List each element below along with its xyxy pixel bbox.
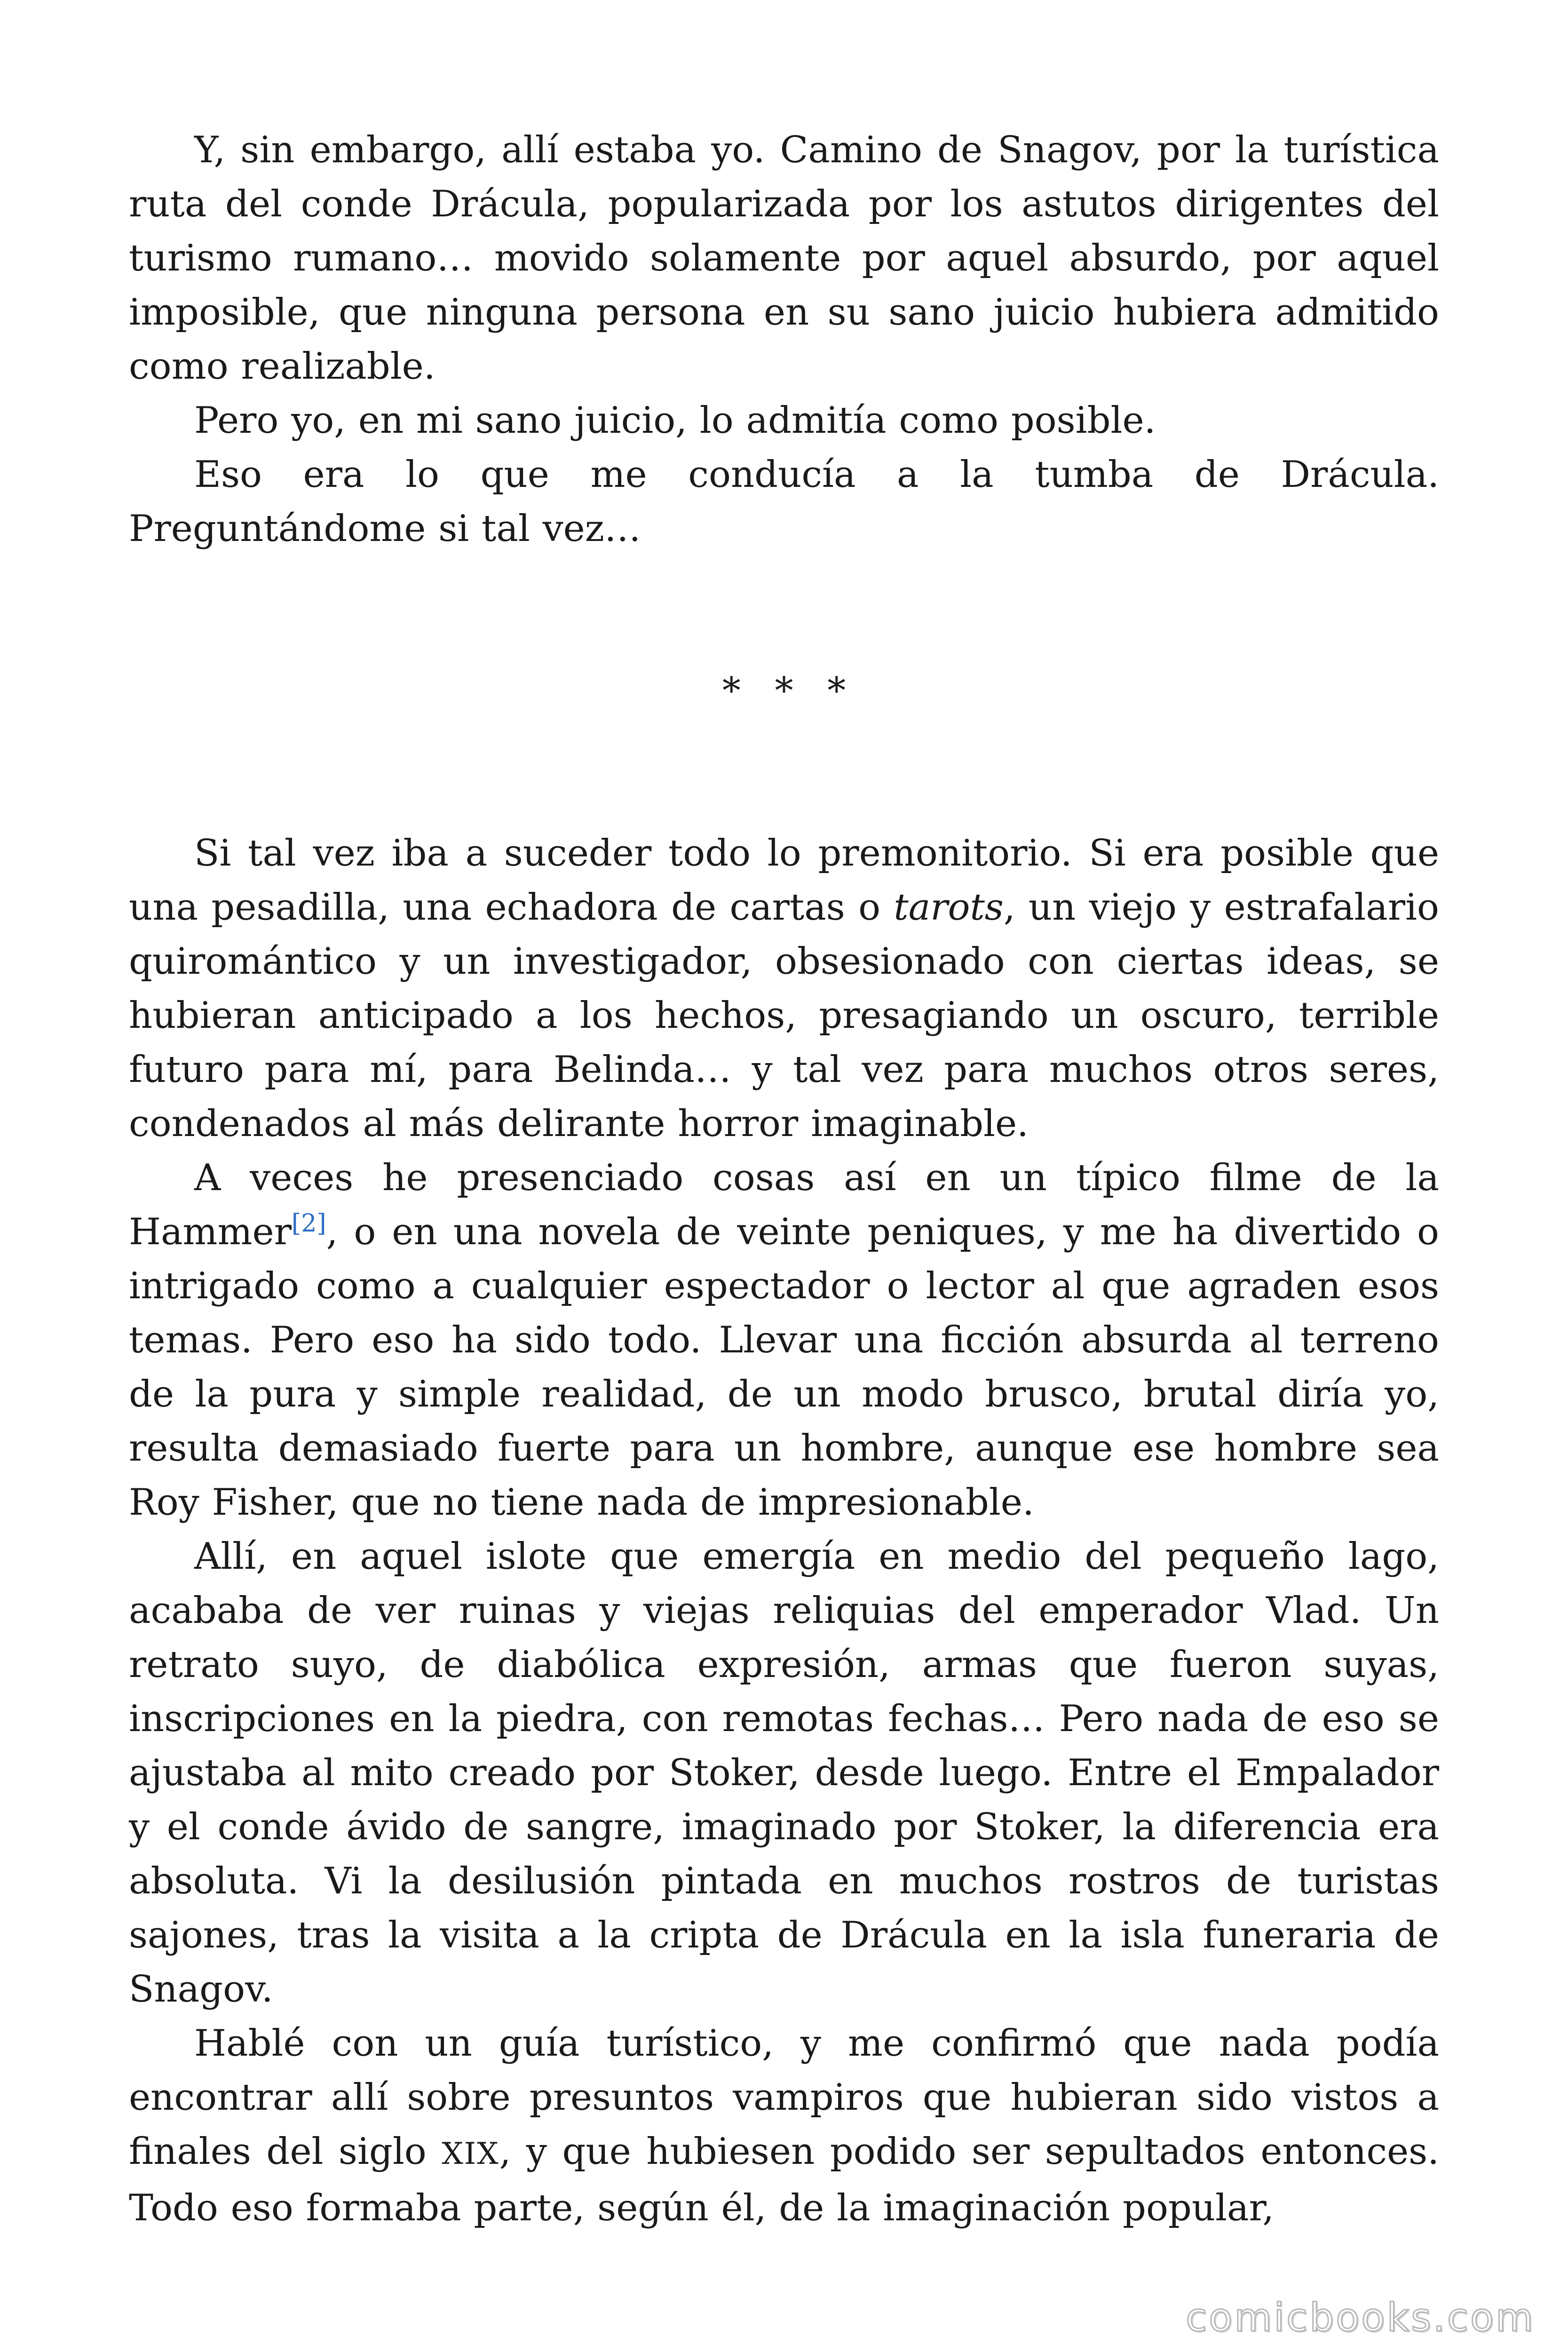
- paragraph-2: Pero yo, en mi sano juicio, lo admitía como posible.: [194, 399, 1156, 442]
- paragraph-4-text-b: , un viejo y estrafalario quiromántico y un investigador, obsesionado con ciertas ideas, se hubieran anticipado a los hechos, presagiando un oscuro, terrible futuro para mí, para Belinda… y tal vez para muchos otros seres, condenados al más delirante horror imaginable.: [129, 886, 1439, 1145]
- paragraph-5-text-b: , o en una novela de veinte peniques, y me ha divertido o intrigado como a cualquier espectador o lector al que agraden esos temas. Pero eso ha sido todo. Llevar una ficción absurda al terreno de la pura y simple realidad, de un modo brusco, brutal diría yo, resulta demasiado fuerte para un hombre, aunque ese hombre sea Roy Fisher, que no tiene nada de impresionable.: [129, 1211, 1439, 1524]
- paragraph-6: Allí, en aquel islote que emergía en medio del pequeño lago, acababa de ver ruinas y viejas reliquias del emperador Vlad. Un retrato suyo, de diabólica expresión, armas que fueron suyas, inscripciones en la piedra, con remotas fechas… Pero nada de eso se ajustaba al mito creado por Stoker, desde luego. Entre el Empalador y el conde ávido de sangre, imaginado por Stoker, la diferencia era absoluta. Vi la desilusión pintada en muchos rostros de turistas sajones, tras la visita a la cripta de Drácula en la isla funeraria de Snagov.: [129, 1535, 1439, 2010]
- site-watermark: comicbooks.com: [1186, 2296, 1535, 2340]
- paragraph-7-text-a: Hablé con un guía turístico, y me confirmó que nada podía encontrar allí sobre presuntos vampiros que hubieran sido vistos a finales del siglo: [129, 2022, 1439, 2173]
- paragraph-3: Eso era lo que me conducía a la tumba de Drácula. Preguntándome si tal vez…: [129, 453, 1439, 550]
- paragraph-5-text-a: A veces he presenciado cosas así en un típico filme de la Hammer: [129, 1157, 1439, 1253]
- paragraph-4-text-a: Si tal vez iba a suceder todo lo premonitorio. Si era posible que una pesadilla, una echadora de cartas o: [129, 832, 1439, 929]
- paragraph-4: [129, 826, 1439, 1151]
- footnote-link[interactable]: [2]: [291, 1209, 326, 1238]
- section-separator: * * *: [722, 670, 857, 712]
- paragraph-7-text-b: , y que hubiesen podido ser sepultados entonces. Todo eso formaba parte, según él, de la imaginación popular,: [129, 2130, 1439, 2229]
- book-page: [129, 123, 1439, 2235]
- paragraph-7: [129, 2017, 1439, 2235]
- century-numeral: XIX: [442, 2137, 499, 2171]
- italic-term: tarots: [894, 886, 1004, 929]
- paragraph-5: [129, 1151, 1439, 1530]
- paragraph-1: Y, sin embargo, allí estaba yo. Camino de Snagov, por la turística ruta del conde Drácula, popularizada por los astutos dirigentes del turismo rumano… movido solamente por aquel absurdo, por aquel imposible, que ninguna persona en su sano juicio hubiera admitido como realizable.: [129, 129, 1439, 388]
